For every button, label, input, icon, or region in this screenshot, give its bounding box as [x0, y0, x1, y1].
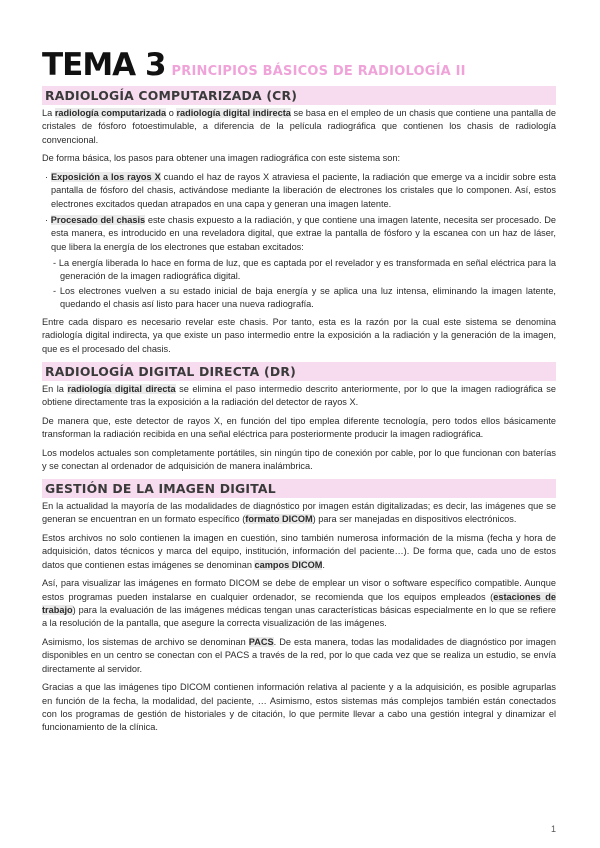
list-item: · Exposición a los rayos X cuando el haz de rayos X atraviesa el paciente, la radiación que emerge va a incidir sobre esta pantalla de fósforo del chasis, activándose mediante la liberación de electrones los cristales que lo componen. Así, estos electrones excitados quedan atrapados en una capa y generan una imagen latente. [45, 172, 556, 209]
list-item: · Procesado del chasis este chasis expuesto a la radiación, y que contiene una imagen latente, necesita ser procesado. De esta manera, es introducido en una reveladora digital, que extrae la pantalla de fósforo y la escanea con un haz de láser, que libera la energía de los electrones que estaban excitados: [45, 215, 556, 252]
paragraph: Asimismo, los sistemas de archivo se denominan PACS. De esta manera, todas las modalidades de diagnóstico por imagen disponibles en un centro se conectan con el PACS a través de la red, por lo que cada vez que se realiza un estudio, se envía directamente al servidor. [42, 637, 557, 674]
paragraph: Gracias a que las imágenes tipo DICOM contienen información relativa al paciente y a la adquisición, es posible agruparlas en función de la fecha, la modalidad, del paciente, … Asimismo, estos sistemas más complejos también están conectados con los programas de gestión de historiales y de citación, lo que permite llevar a cabo una gestión integral y dinamizar el funcionamiento de la clínica. [42, 682, 556, 733]
paragraph: Los modelos actuales son completamente portátiles, sin ningún tipo de conexión por cable, por lo que funcionan con baterías y se conectan al ordenador de adquisición de manera inalámbrica. [42, 447, 556, 472]
tema-label: TEMA 3 [42, 47, 166, 83]
sub-list-item: - La energía liberada lo hace en forma de luz, que es captada por el revelador y es transformada en señal eléctrica para la generación de la imagen radiográfica digital. [53, 257, 556, 282]
paragraph: De forma básica, los pasos para obtener una imagen radiográfica con este sistema son: [42, 153, 400, 164]
section-heading-gestion: GESTIÓN DE LA IMAGEN DIGITAL [42, 479, 556, 498]
paragraph: En la radiología digital directa se elimina el paso intermedio descrito anteriormente, por lo que la imagen radiográfica se obtiene directamente tras la exposición a la radiación del detector de rayos X. [42, 383, 556, 407]
paragraph: De manera que, este detector de rayos X, en función del tipo emplea diferente tecnología, pero todos ellos básicamente transforman la radiación recibida en una señal eléctrica para posteriormente producir la imagen radiográfica. [42, 415, 556, 439]
tema-subtitle: PRINCIPIOS BÁSICOS DE RADIOLOGÍA II [171, 64, 466, 79]
paragraph: Entre cada disparo es necesario revelar este chasis. Por tanto, esta es la razón por la cual este sistema se denomina radiología digital indirecta, ya que existe un paso intermedio entre la exposición a la radiación y la generación de la imagen, que es el procesado del chasis. [42, 317, 556, 354]
paragraph: Así, para visualizar las imágenes en formato DICOM se debe de emplear un visor o software específico compatible. Aunque estos programas pueden instalarse en cualquier ordenador, se recomienda que los equipos empleados (estaciones de trabajo) para la evaluación de las imágenes médicas tengan unas características básicas especialmente en lo que se refiere a la resolución de la pantalla, que asegure la correcta visualización de las imágenes. [42, 578, 556, 629]
section-heading-cr: RADIOLOGÍA COMPUTARIZADA (CR) [42, 86, 556, 105]
paragraph: Estos archivos no solo contienen la imagen en cuestión, sino también numerosa información de la misma (fecha y hora de adquisición, datos técnicos y marca del equipo, institución, información del paciente…). De forma que, cada uno de estos datos que contienen estas imágenes se denominan campos DICOM. [42, 532, 556, 570]
page-number: 1 [550, 824, 556, 834]
section-heading-dr: RADIOLOGÍA DIGITAL DIRECTA (DR) [42, 362, 556, 381]
page-title [42, 48, 556, 82]
sub-list-item: - Los electrones vuelven a su estado inicial de baja energía y se aplica una luz intensa, eliminando la imagen latente, quedando el chasis así listo para hacer una nueva radiografía. [53, 285, 556, 309]
paragraph: En la actualidad la mayoría de las modalidades de diagnóstico por imagen están digitalizadas; es decir, las imágenes que se generan se encuentran en un formato específico (formato DICOM) para ser manejadas en dispositivos electrónicos. [42, 500, 556, 525]
paragraph: La radiología computarizada o radiología digital indirecta se basa en el empleo de un chasis que contiene una pantalla de cristales de fósforo fotoestimulable, a diferencia de la película radiográfica que contienen los chasis de radiología convencional. [42, 108, 556, 145]
